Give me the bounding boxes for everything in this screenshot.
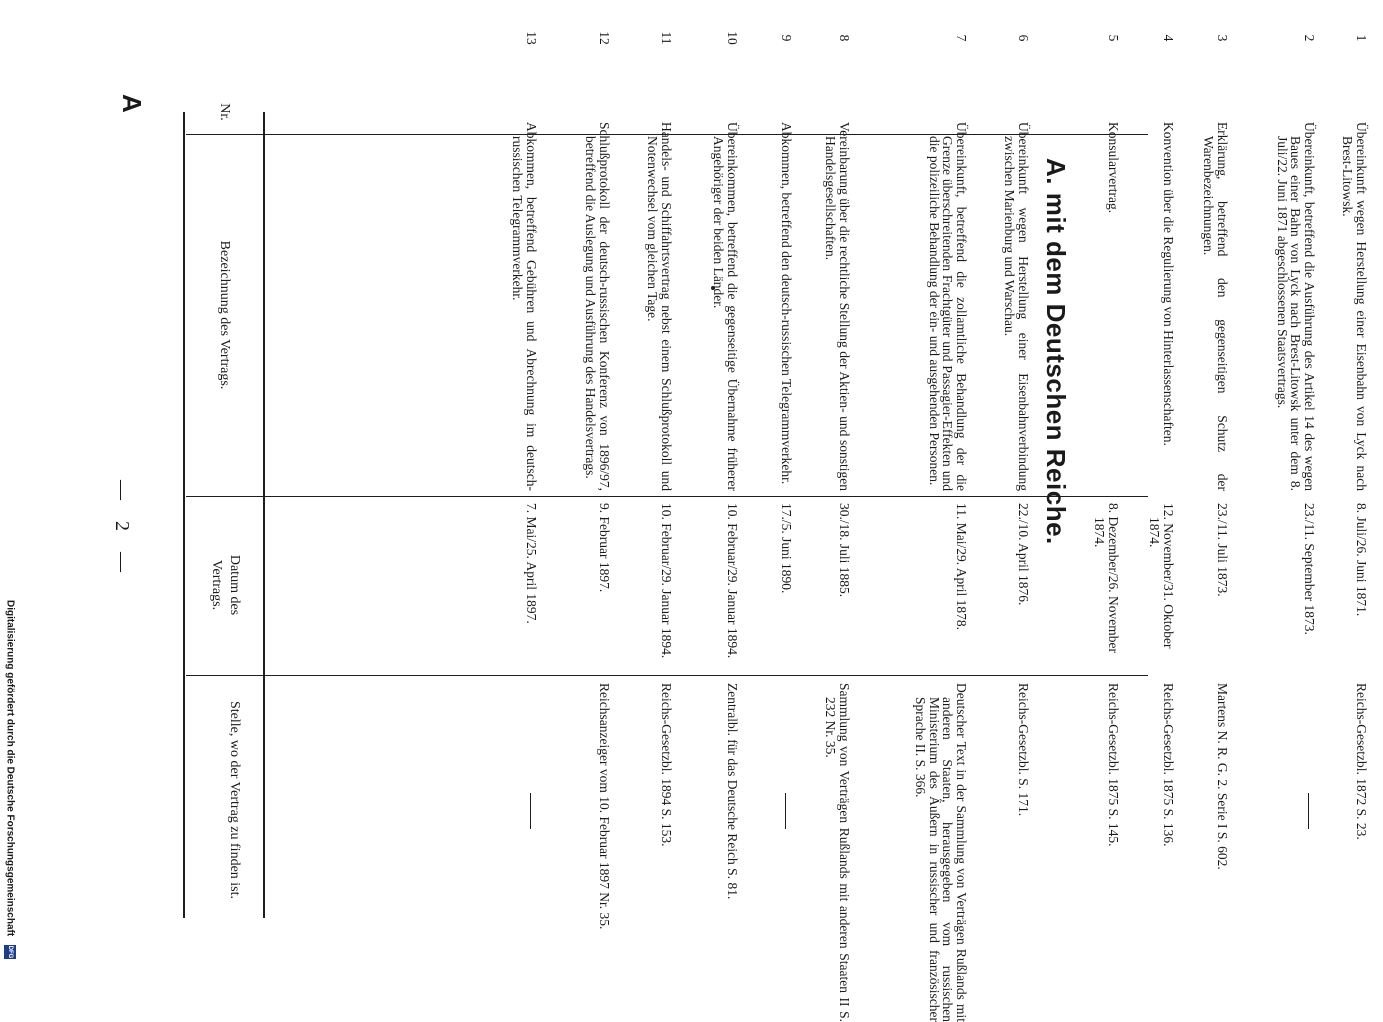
header-rule — [263, 112, 265, 918]
empty-source-dash — [785, 793, 786, 829]
funding-note-strip — [2, 600, 16, 990]
page-letter: A — [117, 94, 147, 113]
row-description: Übereinkunft, betreffend die Ausführung des Artikel 14 des wegen Baues einer Bahn von Lyck nach Brest-Litowsk unter dem 8. Juli/22. Juni 1871 abgeschlossenen Staatsvertrags. — [1275, 122, 1317, 491]
row-number: 9 — [779, 34, 794, 42]
page-number: — 2 — — [111, 480, 133, 580]
row-description: Handels- und Schiffahrtsvertrag nebst einem Schlußprotokoll und Notenwechsel vom gleichen Tage. — [645, 122, 674, 491]
row-source: Sammlung von Verträgen Rußlands mit anderen Staaten II S. 232 Nr. 35. — [823, 683, 852, 1022]
row-date: 23./11. September 1873. — [1302, 503, 1317, 635]
top-rule — [183, 112, 185, 918]
row-number: 4 — [1161, 34, 1176, 42]
row-source: Zentralbl. für das Deutsche Reich S. 81. — [725, 683, 740, 900]
row-number: 11 — [659, 31, 674, 45]
row-description: Übereinkunft wegen Herstellung einer Eisenbahnverbindung zwischen Marienburg und Warschau. — [1002, 122, 1031, 491]
header-nr: Nr. — [217, 103, 232, 121]
row-source: Deutscher Text in der Sammlung von Verträgen Rußlands mit anderen Staaten, herausgegeben vom russischen Ministerium des Äußern in russischer und französischer Sprache II. S. 366. — [913, 683, 969, 1022]
section-title: A. mit dem Deutschen Reiche. — [1041, 158, 1071, 545]
row-date: 9. Februar 1897. — [597, 503, 612, 593]
funding-note-text: Digitalisierung gefördert durch die Deutsche Forschungsgemeinschaft — [4, 600, 16, 937]
row-number: 1 — [1354, 34, 1369, 42]
row-date: 10. Februar/29. Januar 1894. — [659, 503, 674, 659]
row-number: 12 — [597, 31, 612, 45]
row-description: Konsularvertrag. — [1106, 122, 1121, 214]
row-date: 22./10. April 1876. — [1016, 503, 1031, 606]
header-description: Bezeichnung des Vertrags. — [217, 240, 232, 390]
header-source: Stelle, wo der Vertrag zu finden ist. — [227, 700, 242, 900]
row-source — [1303, 683, 1317, 1022]
row-description: Abkommen, betreffend den deutsch-russischen Telegrammverkehr. — [779, 122, 794, 485]
row-number: 7 — [954, 34, 969, 42]
row-source: Reichs-Gesetzbl. 1894 S. 153. — [659, 683, 674, 847]
row-source — [525, 683, 539, 1022]
empty-source-dash — [1308, 793, 1309, 829]
row-description: Konvention über die Regulierung von Hinterlassenschaften. — [1161, 122, 1176, 446]
row-number: 13 — [524, 31, 539, 45]
row-source: Reichs-Gesetzbl. S. 171. — [1016, 683, 1031, 817]
header-date: Datum des Vertrags. — [209, 554, 242, 616]
row-number: 3 — [1215, 34, 1230, 42]
row-number: 8 — [837, 34, 852, 42]
dfg-logo-icon: DFG — [4, 945, 16, 959]
row-number: 2 — [1302, 34, 1317, 42]
row-number: 6 — [1016, 34, 1031, 42]
row-source: Reichs-Gesetzbl. 1872 S. 23. — [1354, 683, 1369, 840]
row-date: 30./18. Juli 1885. — [837, 503, 852, 598]
row-number: 5 — [1106, 34, 1121, 42]
row-description: Schlußprotokoll der deutsch-russischen Konferenz von 1896/97, betreffend die Auslegung und Ausführung des Handelsvertrags. — [583, 122, 612, 491]
row-description: Erklärung, betreffend den gegenseitigen Schutz der Warenbezeichnungen. — [1201, 122, 1230, 491]
empty-source-dash — [530, 793, 531, 829]
row-date: 12. November/31. Oktober 1874. — [1147, 503, 1176, 649]
row-source: Reichs-Gesetzbl. 1875 S. 145. — [1106, 683, 1121, 847]
row-source: Martens N. R. G. 2. Serie I S. 602. — [1215, 683, 1230, 870]
row-number: 10 — [725, 31, 740, 45]
row-date: 23./11. Juli 1873. — [1215, 503, 1230, 597]
row-description: Vereinbarung über die rechtliche Stellung der Aktien- und sonstigen Handelsgesellschaften. — [823, 122, 852, 491]
row-date: 11. Mai/29. April 1878. — [954, 503, 969, 630]
row-source: Reichsanzeiger vom 10. Februar 1897 Nr. 35. — [597, 683, 612, 930]
row-date: 8. Dezember/26. November 1874. — [1092, 503, 1121, 653]
row-description: Übereinkommen, betreffend die gegenseitige Übernahme früherer Angehöriger der beiden Länder. — [711, 122, 740, 491]
funding-note — [1369, 0, 1383, 1000]
row-source: Reichs-Gesetzbl. 1875 S. 136. — [1161, 683, 1176, 847]
row-date: 10. Februar/29. Januar 1894. — [725, 503, 740, 659]
row-date: 7. Mai/25. April 1897. — [524, 503, 539, 624]
column-rule-2 — [186, 496, 1148, 497]
row-date: 17./5. Juni 1890. — [779, 503, 794, 594]
row-source — [780, 683, 794, 1022]
row-description: Übereinkunft, betreffend die zollamtliche Behandlung der die Grenze überschreitenden Frachtgüter und Passagier-Effekten und die polizeiliche Behandlung der ein- und ausgehenden Personen. — [927, 122, 969, 491]
row-description: Übereinkunft wegen Herstellung einer Eisenbahn von Lyck nach Brest-Litowsk. — [1340, 122, 1369, 491]
row-description: Abkommen, betreffend Gebühren und Abrechnung im deutsch-russischen Telegrammverkehr. — [510, 122, 539, 491]
row-date: 8. Juli/26. Juni 1871. — [1354, 503, 1369, 617]
